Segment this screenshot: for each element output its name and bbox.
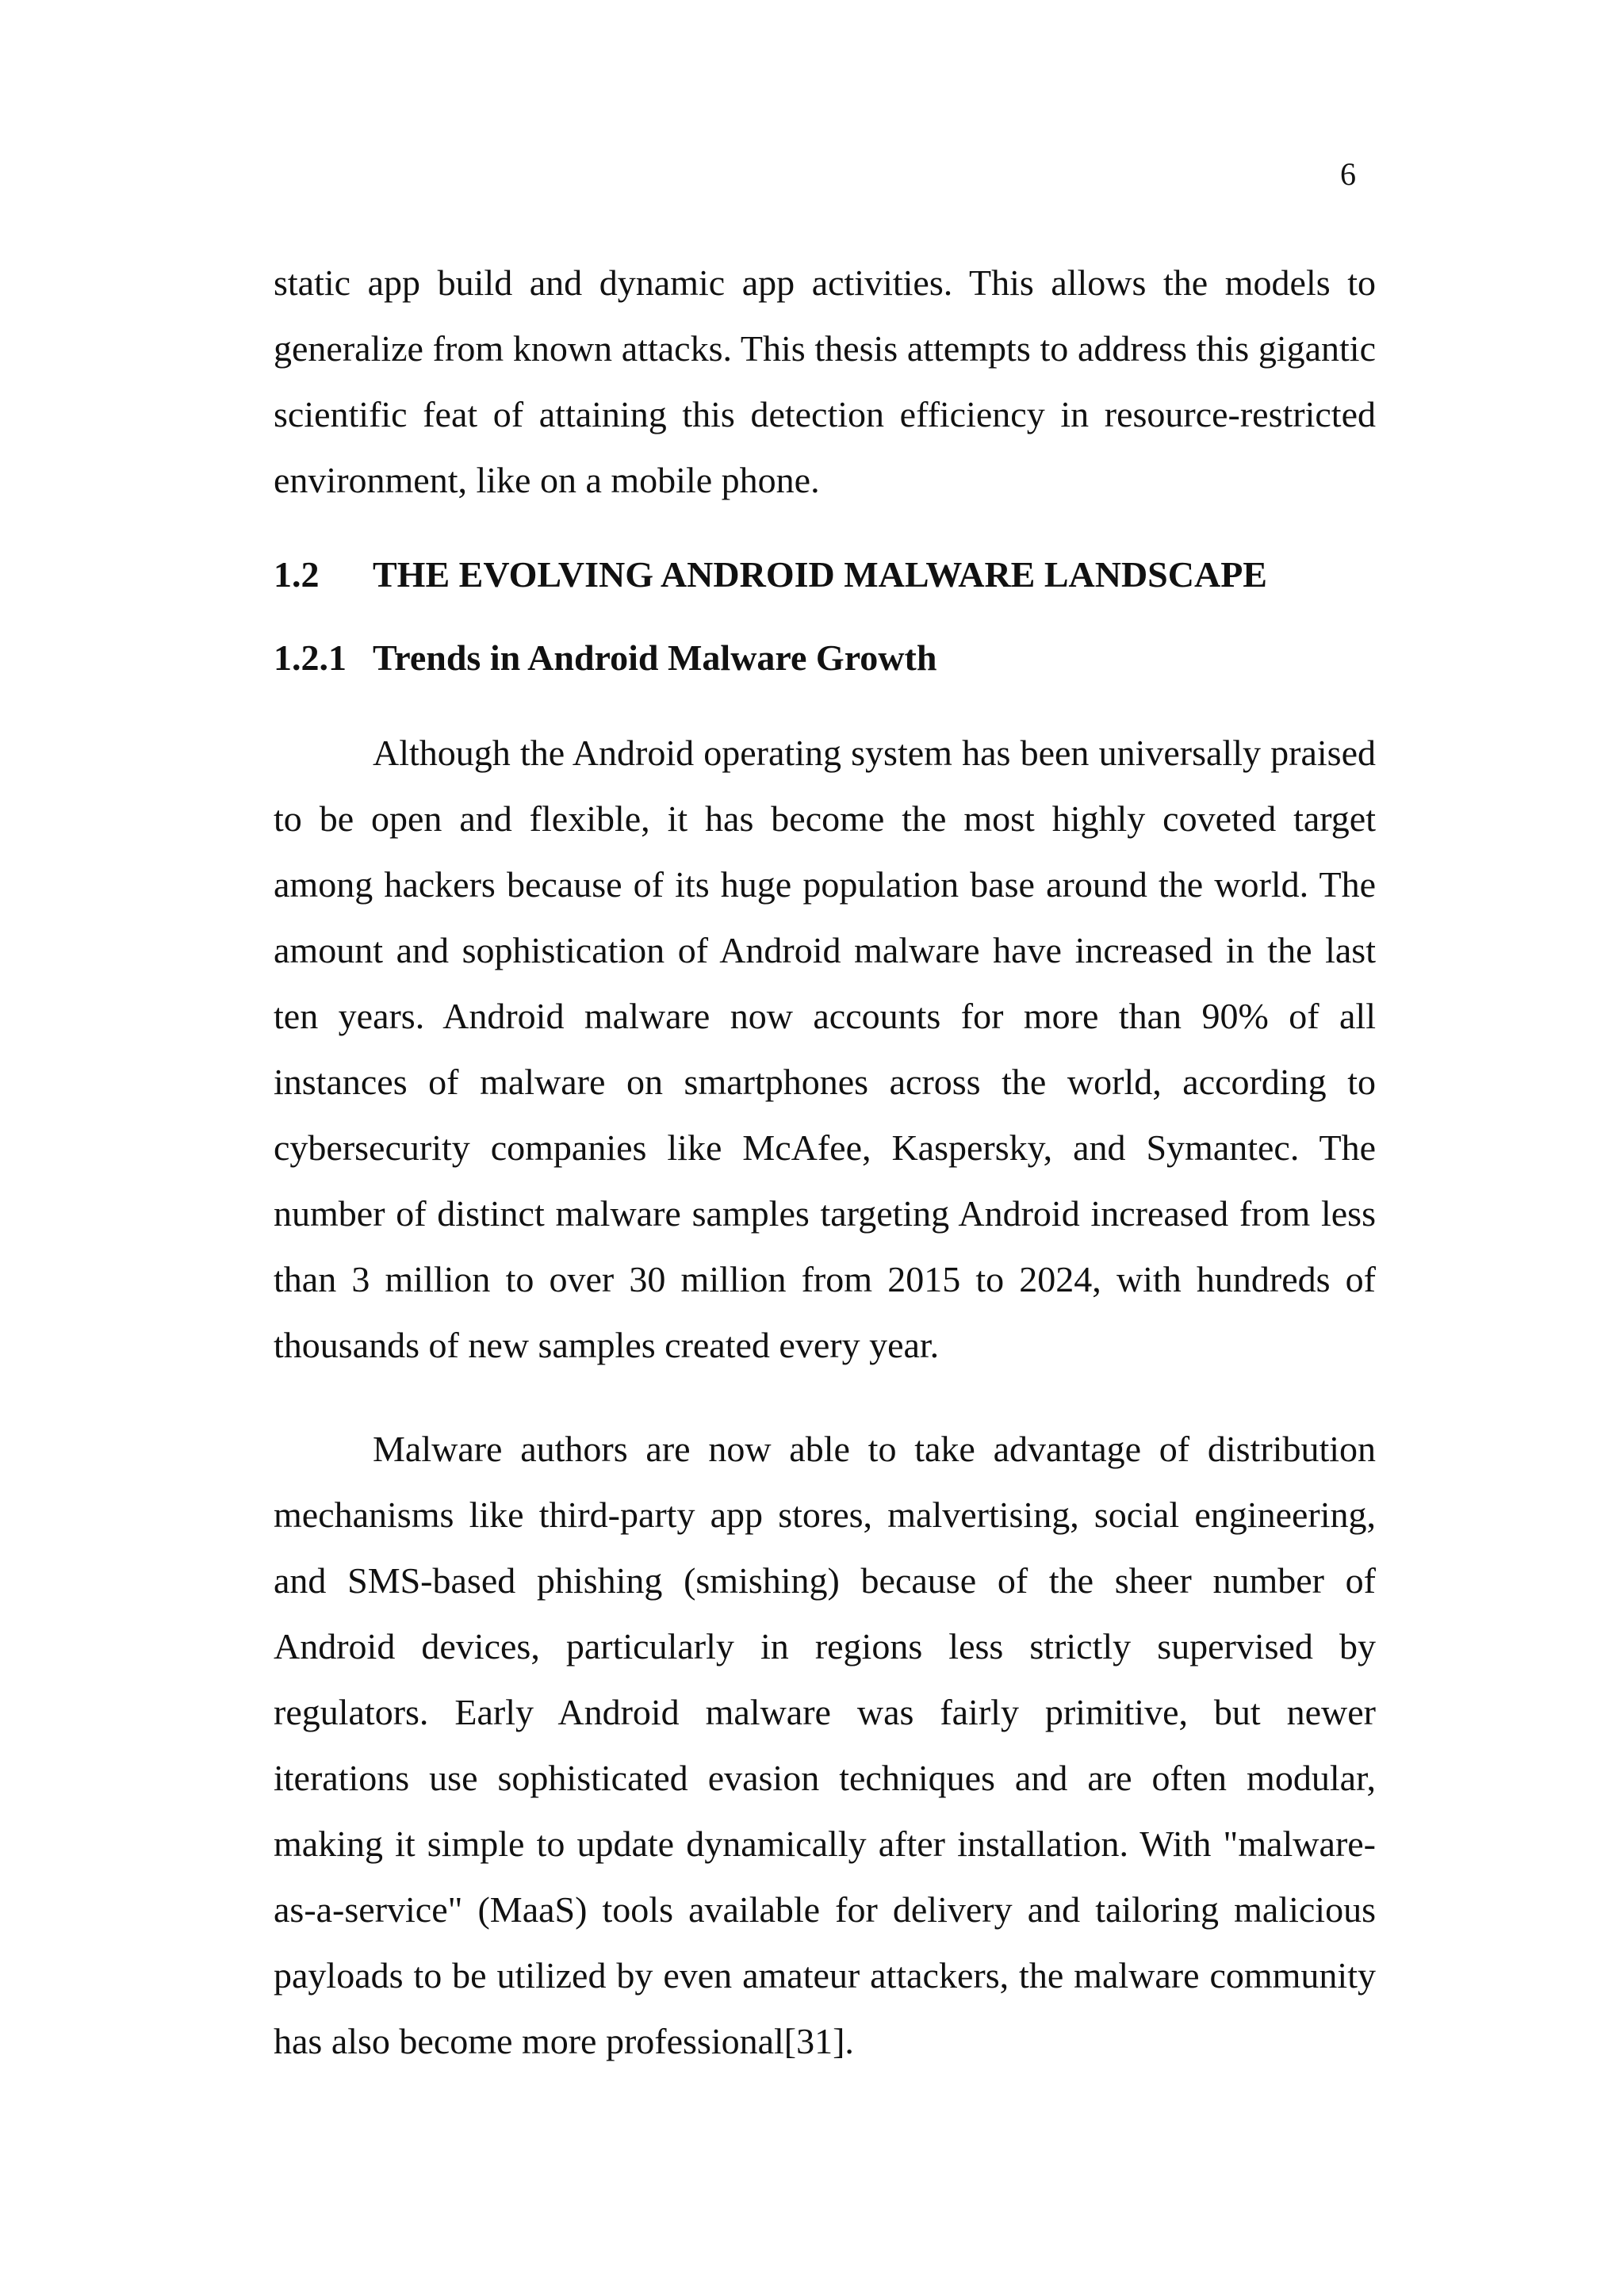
subsection-number: 1.2.1 [274,637,347,678]
spacer [274,1378,1376,1416]
subsection-heading [274,634,1376,682]
paragraph-trends-2: Malware authors are now able to take advantage of distribution mechanisms like third-party app stores, malvertising, social engineering, and SMS-based phishing (smishing) because of the sheer number of Android devices, particularly in regions less strictly supervised by regulators. Early Android malware was fairly primitive, but newer iterations use sophisticated evasion techniques and are often modular, making it simple to update dynamically after installation. With "malware-as-a-service" (MaaS) tools available for delivery and tailoring malicious payloads to be utilized by even amateur attackers, the malware community has also become more professional[31]. [274,1429,1376,2061]
paragraph-intro-continuation: static app build and dynamic app activities. This allows the models to generalize from known attacks. This thesis attempts to address this gigantic scientific feat of attaining this detection efficiency in resource-restricted environment, like on a mobile phone. [274,262,1376,500]
section-heading [274,551,1376,599]
spacer [274,513,1376,551]
paragraph-trends-1: Although the Android operating system has been universally praised to be open and flexible, it has become the most highly coveted target among hackers because of its huge population base around the world. The amount and sophistication of Android malware have increased in the last ten years. Android malware now accounts for more than 90% of all instances of malware on smartphones across the world, according to cybersecurity companies like McAfee, Kaspersky, and Symantec. The number of distinct malware samples targeting Android increased from less than 3 million to over 30 million from 2015 to 2024, with hundreds of thousands of new samples created every year. [274,733,1376,1365]
section-title: THE EVOLVING ANDROID MALWARE LANDSCAPE [373,554,1267,595]
subsection-title: Trends in Android Malware Growth [373,637,937,678]
page-number: 6 [1340,156,1356,192]
document-body [274,250,1376,2074]
section-number: 1.2 [274,554,320,595]
spacer [274,682,1376,720]
